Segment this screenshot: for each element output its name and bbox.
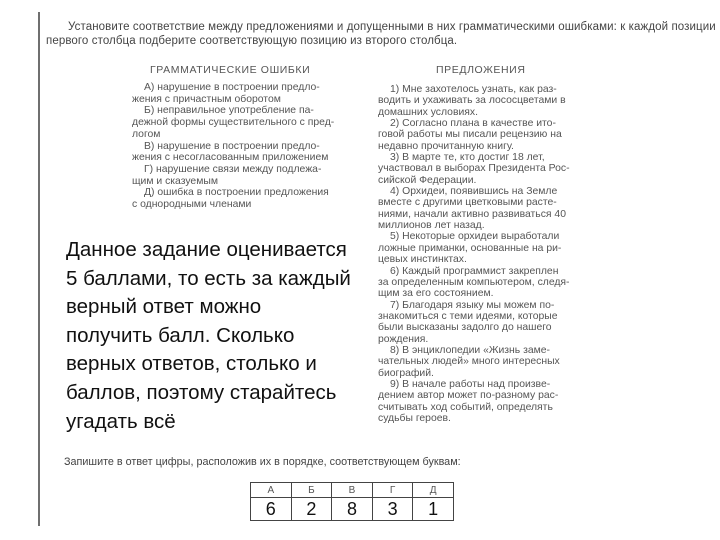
note-line: верных ответов, столько и <box>66 352 317 376</box>
instruction-line: первого столбца подберите соответствующую позицию из второго столбца. <box>46 35 458 47</box>
list-line: 5) Некоторые орхидеи выработали <box>390 231 560 243</box>
list-line: 4) Орхидеи, появившись на Земле <box>390 186 558 198</box>
note-line: 5 баллами, то есть за каждый <box>66 266 351 290</box>
left-column-header: ГРАММАТИЧЕСКИЕ ОШИБКИ <box>150 64 311 76</box>
list-line: 7) Благодаря языку мы можем по- <box>390 299 555 311</box>
task-instruction <box>46 20 716 48</box>
list-line: 2) Согласно плана в качестве ито- <box>390 118 556 130</box>
list-line: биографий. <box>378 367 434 379</box>
list-line: сийской Федерации. <box>378 174 477 186</box>
answer-value-cell: 2 <box>291 498 332 521</box>
list-line: дежной формы существительного с пред- <box>132 117 335 129</box>
note-line: верный ответ можно <box>66 295 262 319</box>
list-line: 1) Мне захотелось узнать, как раз- <box>390 84 557 95</box>
list-line: логом <box>132 128 161 140</box>
list-line: Б) неправильное употребление па- <box>144 105 314 117</box>
answer-value-cell: 3 <box>372 498 413 521</box>
list-line: щим за его состоянием. <box>378 288 494 300</box>
answer-instruction: Запишите в ответ цифры, расположив их в порядке, соответствующем буквам: <box>64 456 461 468</box>
answer-header-cell: Д <box>413 483 454 498</box>
list-line: были высказаны задолго до нашего <box>378 322 552 334</box>
grammar-errors-list <box>132 82 342 211</box>
list-line: говой работы мы писали рецензию на <box>378 129 562 141</box>
note-line: угадать всё <box>66 409 176 433</box>
list-line: ложные приманки, основанные на ри- <box>378 242 562 254</box>
list-line: вместе с другими цветковыми расте- <box>378 197 557 209</box>
list-line: 3) В марте те, кто достиг 18 лет, <box>390 152 545 164</box>
list-line: судьбы героев. <box>378 412 451 424</box>
list-line: жения с причастным оборотом <box>132 93 281 105</box>
answer-value-cell: 8 <box>332 498 373 521</box>
overlay-note <box>66 236 376 436</box>
list-line: А) нарушение в построении предло- <box>144 82 320 93</box>
answer-value-cell: 6 <box>251 498 292 521</box>
list-line: домашних условиях. <box>378 106 478 118</box>
list-line: Г) нарушение связи между подлежа- <box>144 163 322 175</box>
instruction-line: Установите соответствие между предложениями и допущенными в них грамматическими ошибками: к каждой позиции <box>68 21 716 33</box>
note-line: получить балл. Сколько <box>66 323 295 347</box>
answer-header-cell: А <box>251 483 292 498</box>
answer-value-row <box>251 498 454 521</box>
list-line: щим и сказуемым <box>132 175 218 187</box>
list-line: с однородными членами <box>132 199 252 211</box>
list-line: чательных людей» много интересных <box>378 356 560 368</box>
answer-table <box>250 482 454 521</box>
list-line: 8) В энциклопедии «Жизнь заме- <box>390 344 550 356</box>
list-line: знакомиться с теми идеями, которые <box>378 310 558 322</box>
note-line: Данное задание оценивается <box>66 238 347 261</box>
answer-value-cell: 1 <box>413 498 454 521</box>
answer-header-cell: Б <box>291 483 332 498</box>
list-line: цевых инстинктах. <box>378 254 467 266</box>
list-line: рождения. <box>378 333 429 345</box>
margin-line <box>38 12 40 526</box>
list-line: жения с несогласованным приложением <box>132 152 329 164</box>
answer-header-cell: Г <box>372 483 413 498</box>
list-line: миллионов лет назад. <box>378 220 485 232</box>
answer-header-row <box>251 483 454 498</box>
note-line: баллов, поэтому старайтесь <box>66 380 337 404</box>
list-line: В) нарушение в построении предло- <box>144 140 320 152</box>
list-line: Д) ошибка в построении предложения <box>144 187 329 199</box>
list-line: за определенным компьютером, следя- <box>378 276 570 288</box>
list-line: 9) В начале работы над произве- <box>390 378 551 390</box>
list-line: считывать ход событий, определять <box>378 401 553 413</box>
right-column-header: ПРЕДЛОЖЕНИЯ <box>436 64 526 76</box>
sentences-list <box>378 84 598 424</box>
list-line: водить и ухаживать за лососцветами в <box>378 95 566 107</box>
list-line: ниями, начали активно развиваться 40 <box>378 208 566 220</box>
answer-header-cell: В <box>332 483 373 498</box>
list-line: дением автор может по-разному рас- <box>378 390 559 402</box>
list-line: участвовал в выборах Президента Рос- <box>378 163 570 175</box>
list-line: 6) Каждый программист закреплен <box>390 265 559 277</box>
list-line: недавно прочитанную книгу. <box>378 140 514 152</box>
